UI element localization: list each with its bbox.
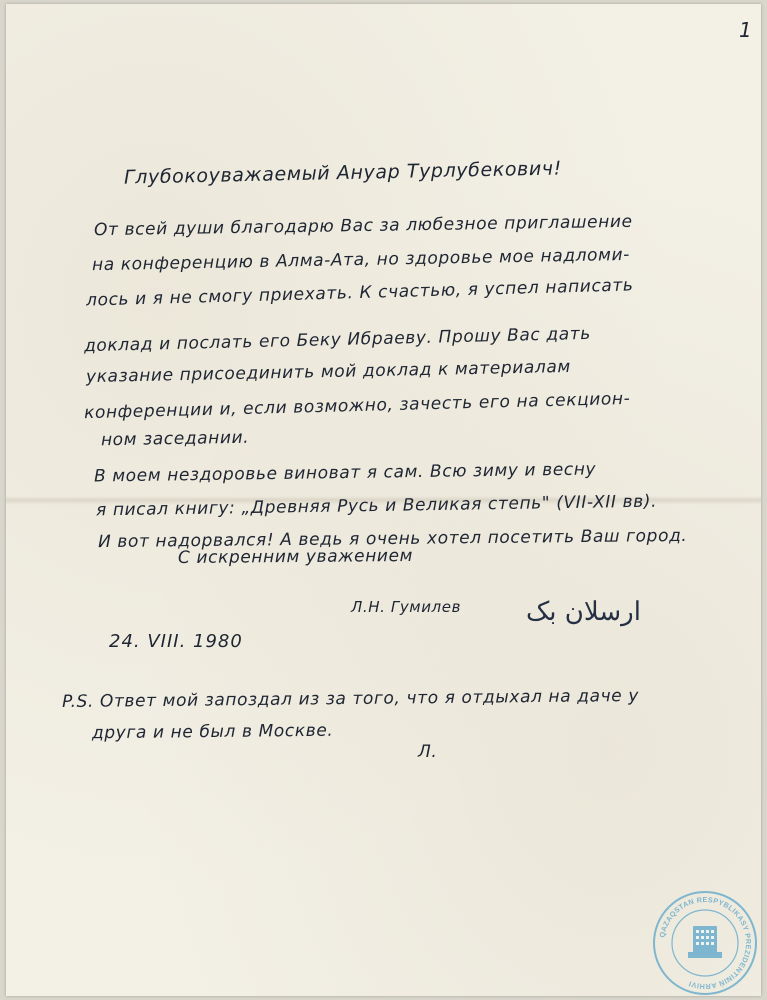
- body-line: И вот надорвался! А ведь я очень хотел посетить Ваш город.: [97, 525, 688, 553]
- archive-stamp-seal: [652, 890, 758, 996]
- postscript-initial: Л.: [418, 742, 438, 762]
- body-line: В моем нездоровье виноват я сам. Всю зиму и весну: [93, 459, 597, 487]
- body-line: я писал книгу: „Древняя Русь и Великая степь" (VII-XII вв).: [95, 491, 658, 521]
- letter-sheet: [6, 4, 761, 996]
- body-line: конференции и, если возможно, зачесть его на секцион-: [83, 388, 631, 424]
- body-line: ном заседании.: [100, 427, 250, 451]
- postscript-line: P.S. Ответ мой запоздал из за того, что я отдыхал на даче у: [61, 685, 640, 713]
- body-line: указание присоединить мой доклад к материалам: [85, 356, 572, 388]
- body-line: на конференцию в Алма-Ата, но здоровье мое надломи-: [91, 244, 631, 276]
- letter-date: 24. VIII. 1980: [109, 631, 243, 652]
- signer-name: Л.Н. Гумилев: [351, 598, 462, 616]
- page-number: 1: [739, 18, 753, 42]
- stamp-text: QAZAQSTAN RESPYBLIKASY PREZIDENTINIŃ ARHIVI: [657, 894, 754, 992]
- archive-stamp: [652, 890, 758, 996]
- postscript-line: друга и не был в Москве.: [91, 720, 334, 744]
- body-line: От всей души благодарю Вас за любезное приглашение: [93, 211, 633, 241]
- body-line: доклад и послать его Беку Ибраеву. Прошу Вас дать: [83, 323, 592, 357]
- salutation: Глубокоуважаемый Ануар Турлубекович!: [123, 157, 563, 189]
- body-line: лось и я не смогу приехать. К счастью, я успел написать: [85, 275, 634, 311]
- closing: С искренним уважением: [177, 545, 414, 569]
- building-icon: [688, 926, 722, 958]
- signature: ارسلان بک: [526, 597, 641, 627]
